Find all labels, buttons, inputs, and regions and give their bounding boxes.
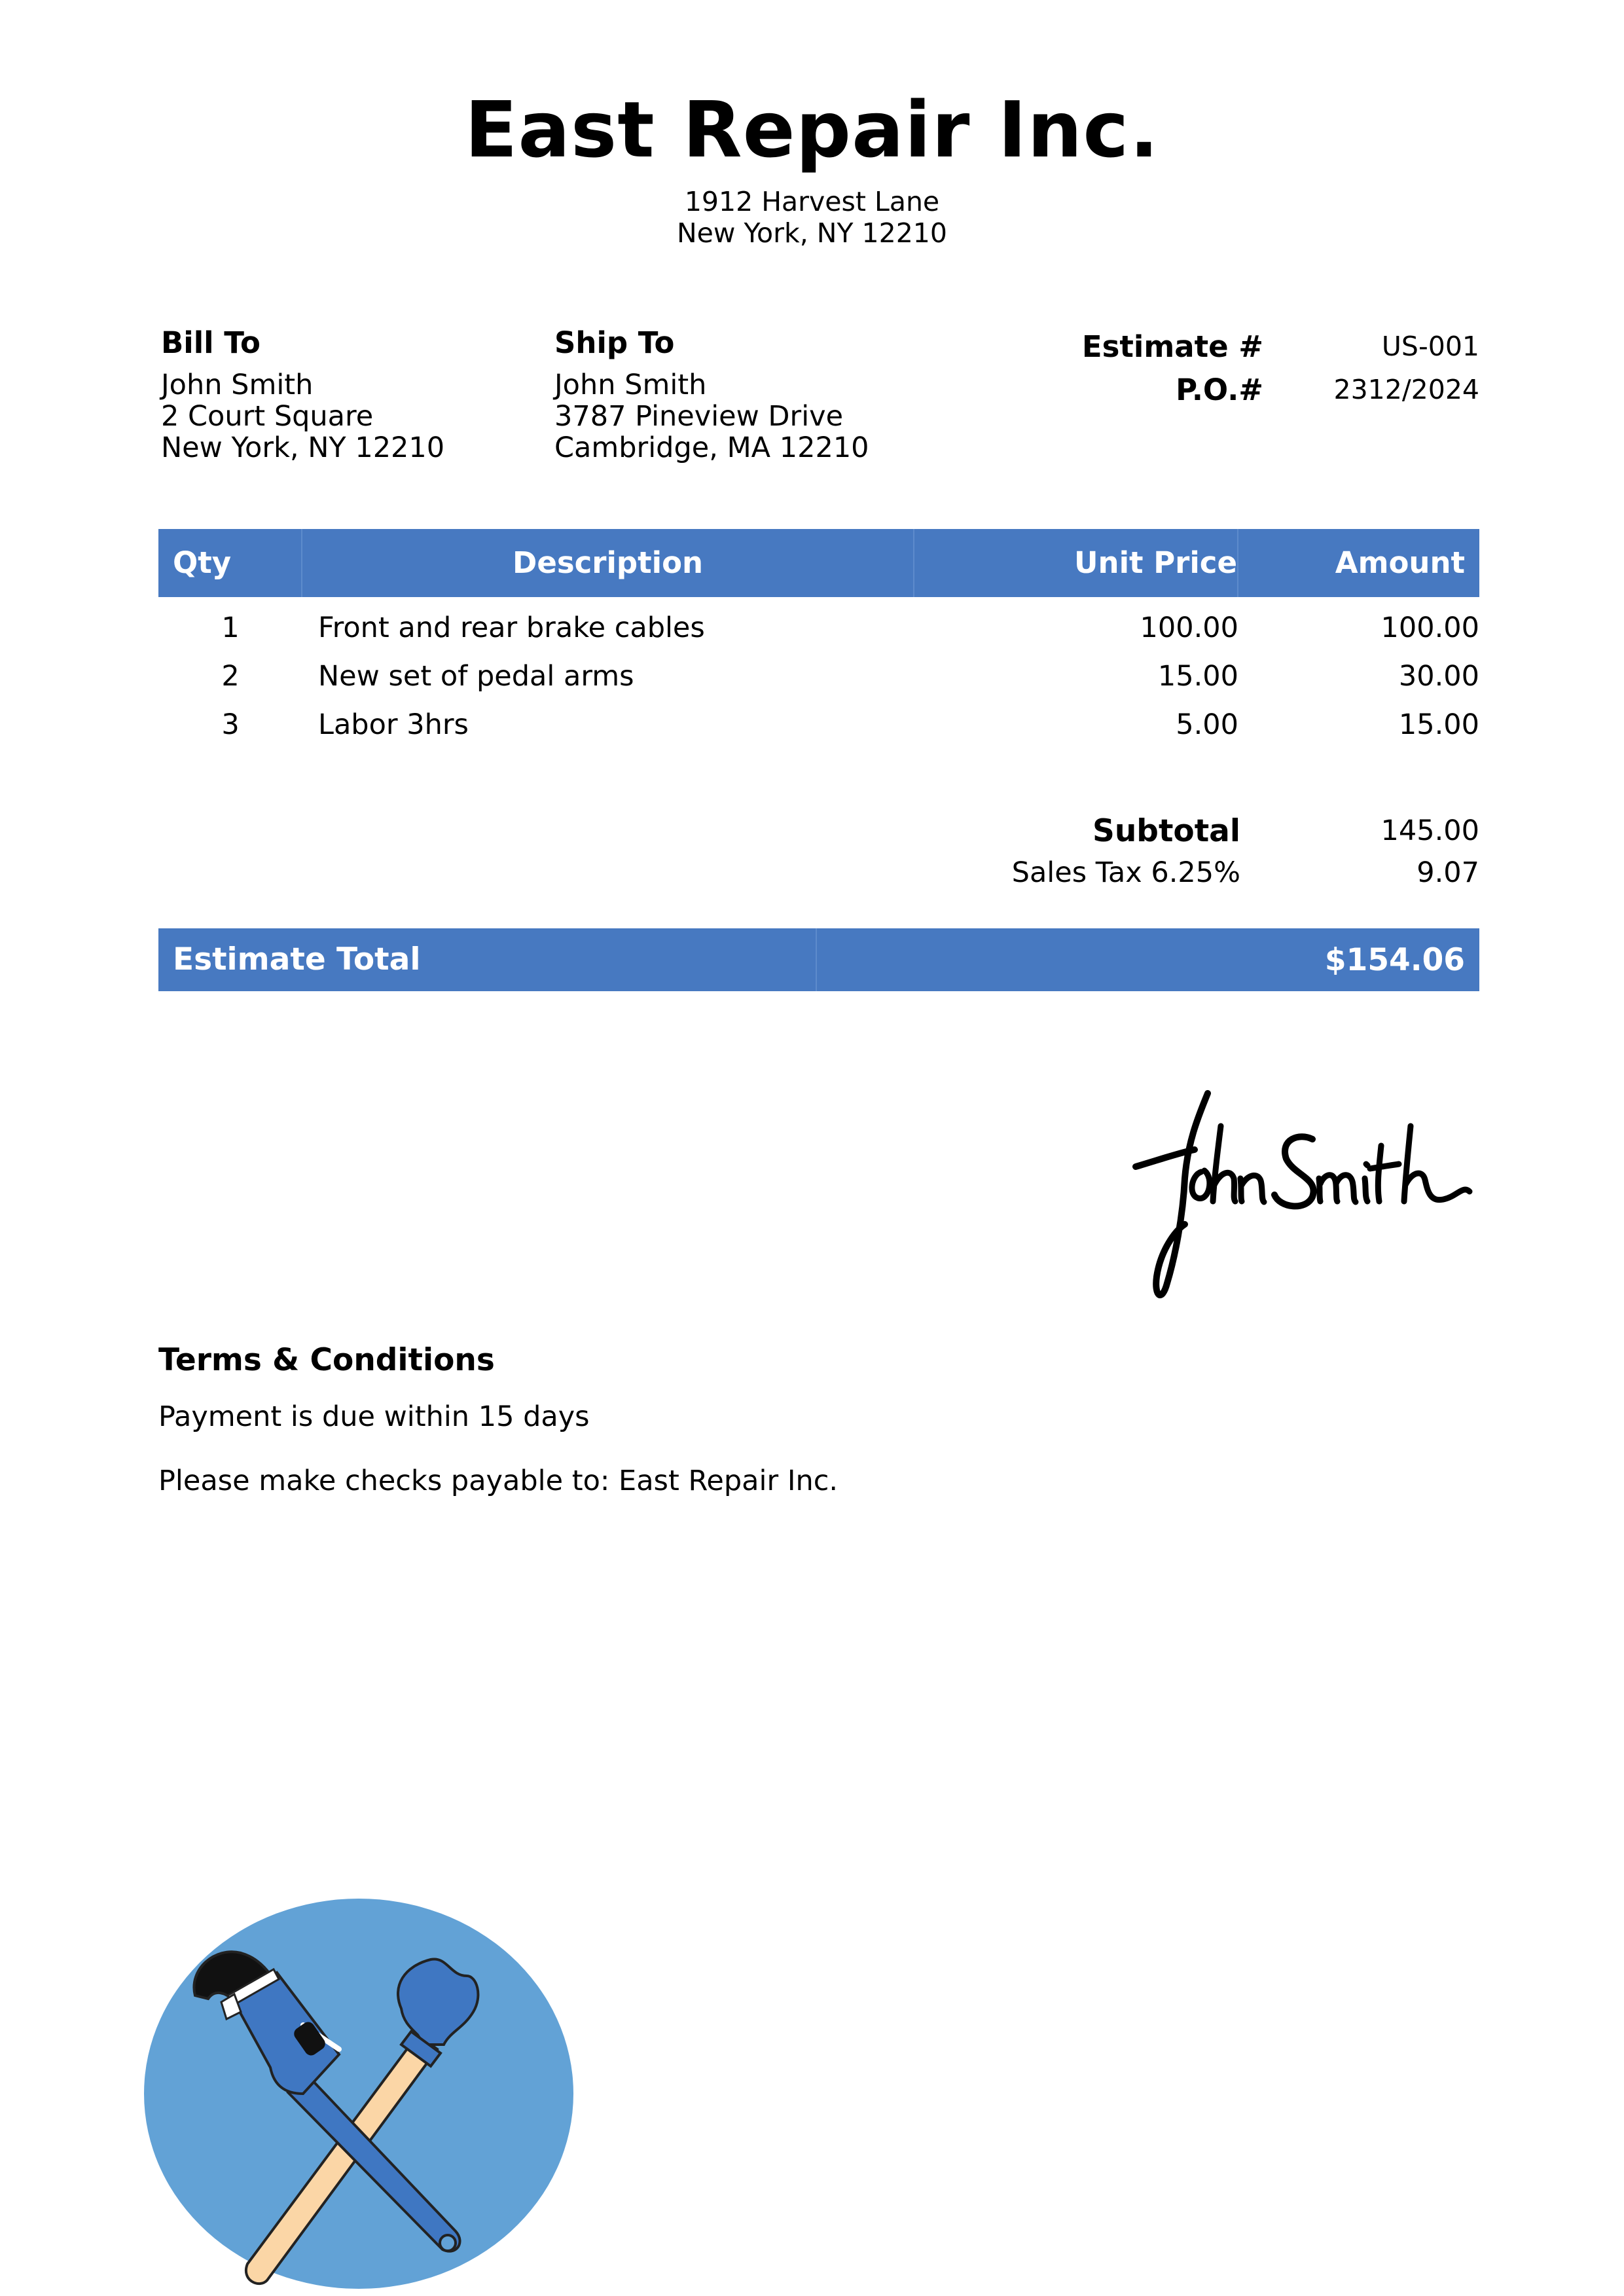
signature-image (1123, 1087, 1489, 1309)
terms-title: Terms & Conditions (158, 1342, 495, 1378)
table-row (158, 604, 1479, 652)
subtotal-row (916, 809, 1479, 852)
header-description: Description (302, 529, 914, 597)
cell-unit-price: 100.00 (1140, 611, 1238, 644)
bill-to-line1: 2 Court Square (161, 400, 374, 433)
company-name: East Repair Inc. (464, 84, 1160, 175)
cell-unit-price: 15.00 (1157, 660, 1238, 693)
header-amount: Amount (1335, 545, 1465, 580)
company-address (0, 186, 1624, 249)
estimate-number-label: Estimate # (1081, 329, 1263, 364)
logo-circle (144, 1899, 573, 2289)
subtotal-label: Subtotal (1092, 812, 1240, 849)
items-table-header (158, 529, 1479, 597)
terms-line-checks: Please make checks payable to: East Repair Inc. (158, 1465, 839, 1497)
ship-to-block (554, 325, 973, 464)
estimate-total-bar (158, 928, 1479, 991)
header-unit-price: Unit Price (914, 529, 1238, 597)
totals-block (916, 809, 1479, 893)
estimate-total-value: $154.06 (1324, 941, 1465, 978)
cell-unit-price: 5.00 (1176, 708, 1238, 741)
ship-to-line2: Cambridge, MA 12210 (554, 431, 869, 464)
table-row (158, 652, 1479, 701)
estimate-meta (1021, 325, 1479, 411)
cell-qty: 3 (221, 708, 240, 741)
terms-line-payment: Payment is due within 15 days (158, 1400, 590, 1433)
po-number-label: P.O.# (1176, 372, 1263, 407)
sales-tax-label: Sales Tax 6.25% (1011, 856, 1240, 889)
cell-amount: 15.00 (1398, 708, 1479, 741)
bill-to-block (161, 325, 528, 464)
cell-qty: 1 (221, 611, 240, 644)
estimate-number-row (1021, 325, 1479, 368)
sales-tax-value: 9.07 (1416, 856, 1479, 889)
estimate-number-value: US-001 (1381, 331, 1479, 362)
bill-to-line2: New York, NY 12210 (161, 431, 445, 464)
ship-to-title: Ship To (554, 325, 675, 360)
estimate-total-label: Estimate Total (158, 928, 817, 991)
bill-to-name: John Smith (161, 369, 314, 401)
table-row (158, 701, 1479, 749)
company-logo (143, 1897, 575, 2290)
subtotal-value: 145.00 (1380, 814, 1479, 847)
bill-to-title: Bill To (161, 325, 261, 360)
ship-to-name: John Smith (554, 369, 707, 401)
header-qty: Qty (158, 529, 302, 597)
po-number-value: 2312/2024 (1333, 374, 1479, 405)
ship-to-line1: 3787 Pineview Drive (554, 400, 844, 433)
cell-description: Labor 3hrs (318, 708, 469, 741)
items-table-body (158, 604, 1479, 749)
cell-amount: 100.00 (1380, 611, 1479, 644)
cell-qty: 2 (221, 660, 240, 693)
company-address-line2: New York, NY 12210 (677, 217, 947, 249)
cell-description: New set of pedal arms (318, 660, 634, 693)
cell-amount: 30.00 (1398, 660, 1479, 693)
cell-description: Front and rear brake cables (318, 611, 705, 644)
company-address-line1: 1912 Harvest Lane (684, 186, 940, 217)
sales-tax-row (916, 852, 1479, 893)
po-number-row (1021, 368, 1479, 411)
